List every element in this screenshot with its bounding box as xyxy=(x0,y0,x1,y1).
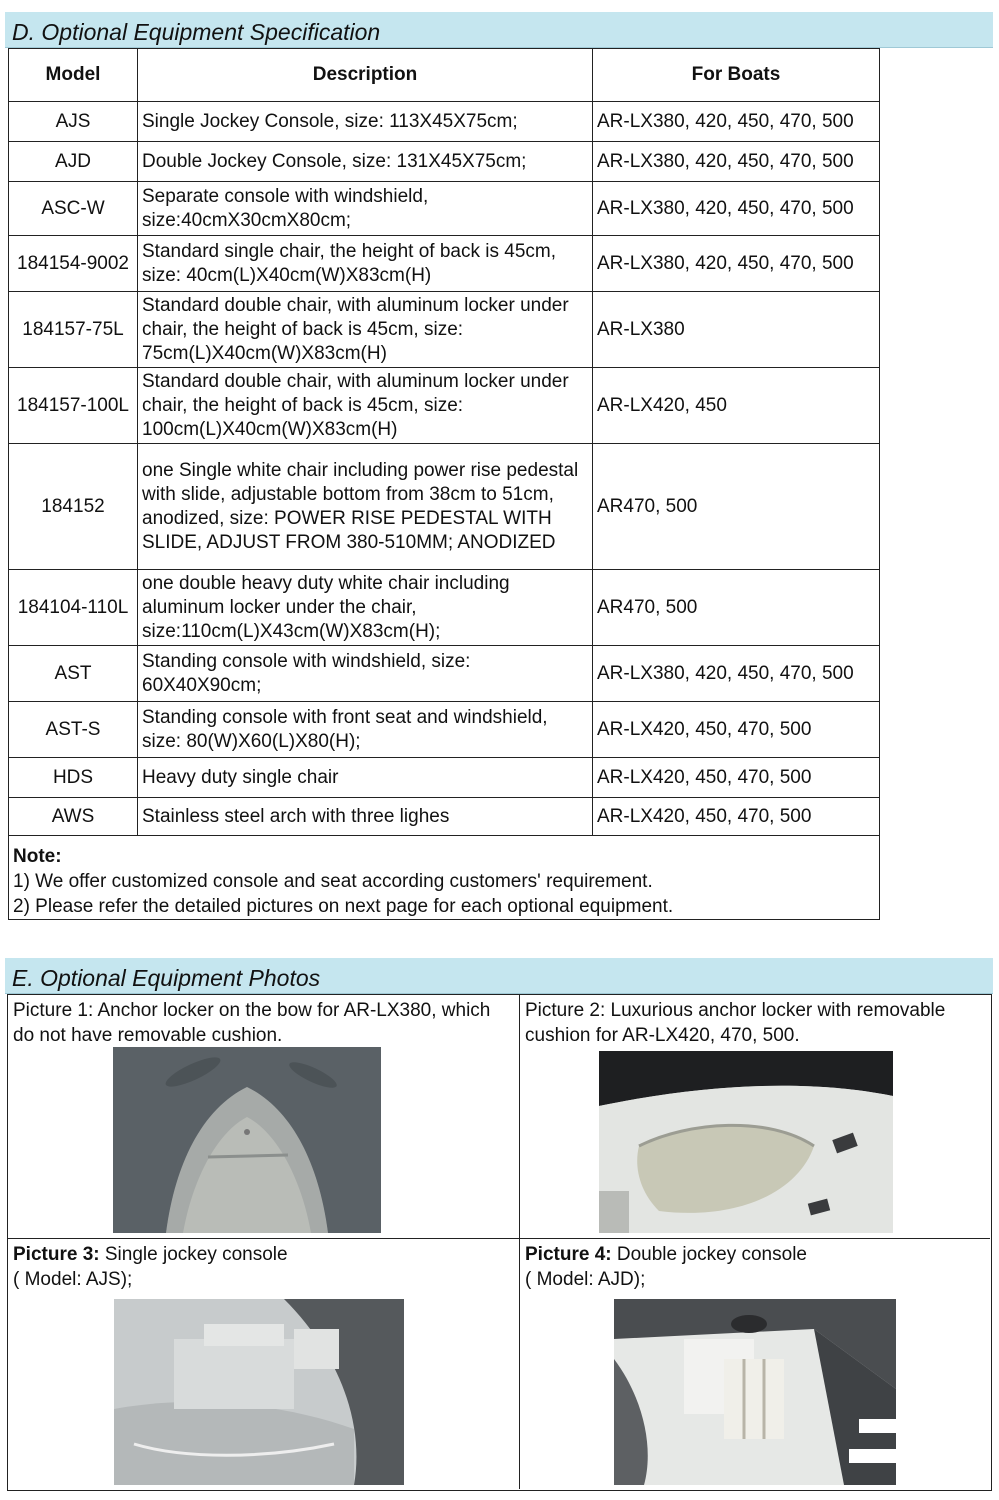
cell-model: 184104-110L xyxy=(9,570,138,646)
table-row xyxy=(9,702,880,758)
table-row xyxy=(9,798,880,836)
note-line-2: 2) Please refer the detailed pictures on next page for each optional equipment. xyxy=(13,896,674,917)
photo-caption-3 xyxy=(13,1242,514,1267)
cell-model: HDS xyxy=(9,758,138,798)
table-row xyxy=(9,102,880,142)
cell-description: Standard double chair, with aluminum locker under chair, the height of back is 45cm, size: 75cm(L)X40cm(W)X83cm(H) xyxy=(138,292,593,368)
cell-description: Standing console with windshield, size: 60X40X90cm; xyxy=(138,646,593,702)
cell-description: Standard single chair, the height of back is 45cm, size: 40cm(L)X40cm(W)X83cm(H) xyxy=(138,236,593,292)
cell-description: Heavy duty single chair xyxy=(138,758,593,798)
cell-boats: AR-LX380, 420, 450, 470, 500 xyxy=(593,646,880,702)
cell-description: one double heavy duty white chair including aluminum locker under the chair, size:110cm(L)X43cm(W)X83cm(H); xyxy=(138,570,593,646)
table-row xyxy=(9,292,880,368)
single-jockey-console-photo-icon xyxy=(114,1299,404,1485)
table-row xyxy=(9,236,880,292)
photo-title-3: Single jockey console xyxy=(99,1244,288,1265)
photo-title-4: Double jockey console xyxy=(611,1244,807,1265)
cell-description: Stainless steel arch with three lighes xyxy=(138,798,593,836)
table-row xyxy=(9,368,880,444)
anchor-locker-photo xyxy=(113,1047,381,1233)
photo-label-4: Picture 4: xyxy=(525,1244,612,1265)
cell-model: AST-S xyxy=(9,702,138,758)
photo-cell-2 xyxy=(520,995,990,1239)
photo-caption-2: Picture 2: Luxurious anchor locker with removable cushion for AR-LX420, 470, 500. xyxy=(525,1000,946,1046)
table-row xyxy=(9,570,880,646)
cell-boats: AR470, 500 xyxy=(593,444,880,570)
cell-description: Single Jockey Console, size: 113X45X75cm; xyxy=(138,102,593,142)
cell-model: AJD xyxy=(9,142,138,182)
cell-model: AST xyxy=(9,646,138,702)
header-description: Description xyxy=(138,49,593,102)
double-jockey-console-photo-icon xyxy=(614,1299,896,1485)
cell-boats: AR-LX380, 420, 450, 470, 500 xyxy=(593,236,880,292)
note-title: Note: xyxy=(13,846,62,867)
note-line-1: 1) We offer customized console and seat according customers' requirement. xyxy=(13,871,653,892)
luxurious-anchor-locker-photo xyxy=(599,1051,893,1233)
photo-caption-4 xyxy=(525,1242,985,1267)
cell-boats: AR-LX380, 420, 450, 470, 500 xyxy=(593,142,880,182)
cell-boats: AR-LX420, 450 xyxy=(593,368,880,444)
cell-description: one Single white chair including power rise pedestal with slide, adjustable bottom from 38cm to 51cm, anodized, size: POWER RISE PEDESTAL WITH SLIDE, ADJUST FROM 380-510MM; ANODIZED xyxy=(138,444,593,570)
anchor-locker-photo-icon xyxy=(113,1047,381,1233)
luxurious-anchor-locker-photo-icon xyxy=(599,1051,893,1233)
cell-description: Standard double chair, with aluminum locker under chair, the height of back is 45cm, size: 100cm(L)X40cm(W)X83cm(H) xyxy=(138,368,593,444)
table-row xyxy=(9,758,880,798)
note-row xyxy=(9,836,880,920)
cell-description: Double Jockey Console, size: 131X45X75cm; xyxy=(138,142,593,182)
cell-boats: AR-LX380, 420, 450, 470, 500 xyxy=(593,182,880,236)
cell-boats: AR-LX380 xyxy=(593,292,880,368)
photo-model-4: ( Model: AJD); xyxy=(525,1269,646,1290)
cell-description: Separate console with windshield, size:40cmX30cmX80cm; xyxy=(138,182,593,236)
photo-cell-1 xyxy=(8,995,520,1239)
equipment-spec-table xyxy=(8,48,880,920)
section-d-title: D. Optional Equipment Specification xyxy=(5,12,993,48)
table-row xyxy=(9,182,880,236)
table-row xyxy=(9,444,880,570)
cell-model: 184157-75L xyxy=(9,292,138,368)
header-model: Model xyxy=(9,49,138,102)
photo-model-3: ( Model: AJS); xyxy=(13,1269,133,1290)
cell-model: 184154-9002 xyxy=(9,236,138,292)
cell-description: Standing console with front seat and windshield, size: 80(W)X60(L)X80(H); xyxy=(138,702,593,758)
cell-model: AWS xyxy=(9,798,138,836)
header-boats: For Boats xyxy=(593,49,880,102)
photo-caption-1: Picture 1: Anchor locker on the bow for AR-LX380, which do not have removable cushion. xyxy=(13,1000,491,1046)
cell-boats: AR-LX420, 450, 470, 500 xyxy=(593,702,880,758)
table-row xyxy=(9,142,880,182)
photo-cell-4 xyxy=(520,1239,990,1489)
single-jockey-console-photo xyxy=(114,1299,404,1485)
section-e-title: E. Optional Equipment Photos xyxy=(5,958,993,994)
table-header-row xyxy=(9,49,880,102)
photo-cell-3 xyxy=(8,1239,520,1489)
cell-boats: AR-LX420, 450, 470, 500 xyxy=(593,798,880,836)
cell-model: ASC-W xyxy=(9,182,138,236)
cell-boats: AR-LX420, 450, 470, 500 xyxy=(593,758,880,798)
cell-model: AJS xyxy=(9,102,138,142)
cell-boats: AR470, 500 xyxy=(593,570,880,646)
cell-model: 184157-100L xyxy=(9,368,138,444)
photo-grid xyxy=(7,994,992,1491)
double-jockey-console-photo xyxy=(614,1299,896,1485)
cell-boats: AR-LX380, 420, 450, 470, 500 xyxy=(593,102,880,142)
note-cell xyxy=(9,836,880,920)
photo-label-3: Picture 3: xyxy=(13,1244,100,1265)
cell-model: 184152 xyxy=(9,444,138,570)
table-row xyxy=(9,646,880,702)
